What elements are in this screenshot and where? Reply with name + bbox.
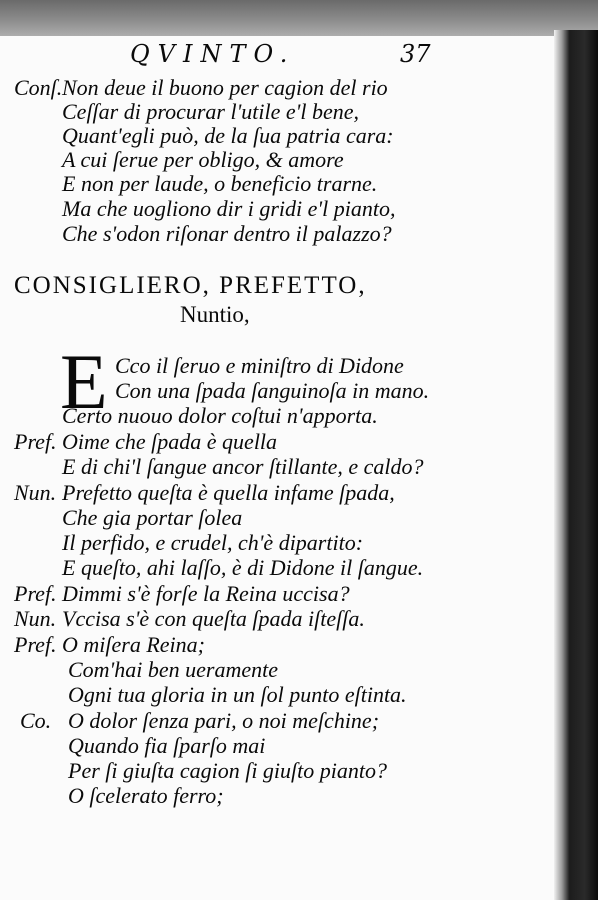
verse-line: E di chi'l ſangue ancor ſtillante, e caldo? — [62, 454, 424, 479]
verse-line: Per ſi giuſta cagion ſi giuſto pianto? — [68, 758, 387, 783]
verse-line: O miſera Reina; — [62, 632, 205, 657]
verse-line: Prefetto queſta è quella infame ſpada, — [62, 480, 395, 505]
running-head: QVINTO. — [130, 40, 296, 68]
speaker-label: Nun. — [14, 480, 57, 505]
speaker-label: Conſ. — [14, 75, 63, 100]
verse-line: Com'hai ben ueramente — [68, 657, 278, 682]
speaker-label: Nun. — [14, 606, 57, 631]
verse-line: Ma che uogliono dir i gridi e'l pianto, — [62, 196, 396, 221]
drop-cap: E — [60, 338, 108, 425]
verse-line: Cco il ſeruo e miniſtro di Didone — [115, 353, 404, 378]
verse-line: Non deue il buono per cagion del rio — [62, 75, 388, 100]
verse-line: Quando fia ſparſo mai — [68, 733, 266, 758]
verse-line: Certo nuouo dolor coſtui n'apporta. — [62, 403, 378, 428]
verse-line: E queſto, ahi laſſo, è di Didone il ſangue. — [62, 555, 424, 580]
verse-line: O dolor ſenza pari, o noi meſchine; — [68, 708, 380, 733]
verse-line: Il perfido, e crudel, ch'è dipartito: — [62, 530, 364, 555]
speaker-label: Pref. — [14, 581, 57, 606]
verse-line: Oime che ſpada è quella — [62, 429, 278, 454]
verse-line: O ſcelerato ferro; — [68, 783, 224, 808]
verse-line: A cui ſerue per obligo, & amore — [62, 147, 344, 172]
page-number: 37 — [400, 40, 431, 68]
scene-subheading: Nuntio, — [180, 302, 250, 327]
verse-line: Dimmi s'è forſe la Reina uccisa? — [62, 581, 350, 606]
speaker-label: Pref. — [14, 632, 57, 657]
verse-line: Ceſſar di procurar l'utile e'l bene, — [62, 99, 359, 124]
verse-line: E non per laude, o beneficio trarne. — [62, 171, 378, 196]
verse-line: Che s'odon riſonar dentro il palazzo? — [62, 221, 392, 246]
book-spine — [554, 30, 598, 900]
verse-line: Ogni tua gloria in un ſol punto eſtinta. — [68, 682, 407, 707]
scene-heading: CONSIGLIERO, PREFETTO, — [14, 272, 367, 299]
speaker-label: Pref. — [14, 429, 57, 454]
verse-line: Che gia portar ſolea — [62, 505, 243, 530]
speaker-label: Co. — [20, 708, 52, 733]
verse-line: Vccisa s'è con queſta ſpada iſteſſa. — [62, 606, 365, 631]
verse-line: Quant'egli può, de la ſua patria cara: — [62, 123, 394, 148]
verse-line: Con una ſpada ſanguinoſa in mano. — [115, 378, 430, 403]
